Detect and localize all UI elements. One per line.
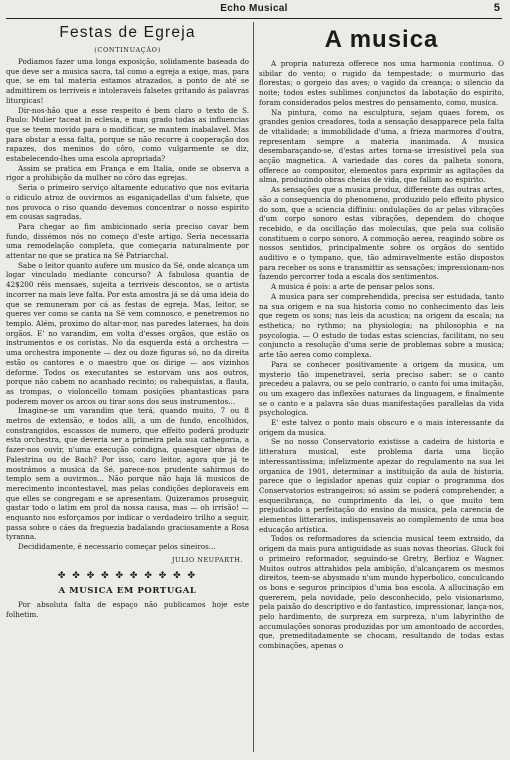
publication-title: Echo Musical — [220, 3, 288, 14]
article-title-festas: Festas de Egreja — [59, 24, 196, 41]
author-signature: JULIO NEUPARTH. — [171, 555, 243, 564]
paragraph: Todos os reformadores da sciencia musical teem extraido, da origem da mais pura antiguidade as suas novas theorias. Gluck foi o primeiro reformador, seguindo-se Gretry, Berlioz e Wagner. Muitos outros attrahidos pela ambição, d'alcançarem os mesmos direitos, teem-se abysmado n'um mundo hyperbolico, conculcando os bons e seguros principios d'uma boa escola. A allucinação em quererem, pela novidade, pelo desconhecido, pelo visionarismo, pela paixão do descriptivo e do fantastico, impressionar, lança-nos, pelo hardimento, de surpreza em surpreza, n'um labyrintho de accumulações sonoras produzidas por um amontoado de accordes, que, premeditadamente se chocam, resultando de todas estas combinações, apenas o — [259, 534, 504, 651]
paragraph: Assim se pratica em França e em Italia, onde se observa a rigor a prohibição da mulher no côro das egrejas. — [6, 163, 249, 183]
paragraph: A musica é pois: a arte de pensar pelos sons. — [271, 282, 435, 292]
paragraph: Podiamos fazer uma longa exposição, solidamente baseada do que deve ser a musica sacra, tal como a egreja a exige, mas, para que, se em tal materia estamos atrazados, a ponto de até se admittirem os terriveis e intoleraveis falsetes gritando ás palavras liturgicas! — [6, 57, 249, 105]
paragraph: Seria o primeiro serviço altamente educativo que nos evitaria o ridiculo atroz de ouvirmos as esganiçadellas d'um falsete, que nos provoca o riso quando devemos concentrar o nosso espirito em cousas sagradas. — [6, 183, 249, 222]
page-number: 5 — [493, 2, 500, 14]
article-title-musica-portugal: A MUSICA EM PORTUGAL — [58, 585, 197, 596]
column-divider — [253, 22, 254, 752]
paragraph: A musica para ser comprehendida, precisa ser estudada, tanto na sua origem e na sua historia como no conhecimento das leis que regem os sons; nas leis da acustica; na origem da escala; na esthetica; no rythmo; na physiologia; na philosophia e na psycologia. — O estudo de todas estas sciencias, facilitam, no seu conjuncto a resolução d'uma serie de problemas sobre a musica; arte tão aerea como complexa. — [259, 291, 504, 360]
paragraph: Imagine-se um varandim que terá, quando muito, 7 ou 8 metros de extensão, e todos alli, a um de fundo, encolhidos, constrangidos, escassos de numero, que effeito poderá produzir esta orchestra, que deveria ser a primeira pela sua cathegoria, a fazer-nos ouvir, n'uma execução condigna, quaesquer obras de Palestrina ou de Bach? Por isso, caro leitor, agora que já te mostrámos a musica da Sé, parece-nos prudente sahirmos do templo sem a ouvirmos... Não porque não haja lá musicos de merecimento incontestavel, mas pelas condições deploraveis em que elles se congregam e se apresentam. Quizeramos proseguir, gastar todo o latim em prol da nossa causa, mas — oh irrisão! — enquanto nos esforçamos por indicar o verdadeiro trilho a seguir, passa sobre o cáes da freguezia badalando graciosamente a Rosa tyranna. — [6, 406, 249, 542]
continuation-label: (CONTINUAÇÃO) — [94, 46, 161, 54]
paragraph: Sabe o leitor quanto aufere um musico da Sé, onde alcança um logar vinculado mediante concurso? A fabulosa quantia de 42$200 réis mensaes, sujeita a terriveis descontos, se o artista incorrer na mais leve falta. Por esta amostra já se dá uma ideia do que se remuneram por cá as festas de egreja. Mas, leitor, se queres ver como se canta na Sé vem comnosco, e penetremos no templo. Além, proximo do altar-mor, nas paredes lateraes, ha dois orgãos. E' no varandim, em volta d'esses orgãos, que estão os instrumentos e os coristas. No da esquerda está a orchestra — uma orchestra imponente — dez ou doze figuras só, no da direita estão os cantores e o maestro que os dirige — aos vizinhos deforme. Todos os executantes se estorvam uns aos outros, porque não cabem no acanhado recinto; os rabequistas, a flauta, as trompas, o violoncello tomam posições phantasticas para poderem mover os arcos ou tirar sons dos seus instrumentos... — [6, 260, 249, 406]
ornament-divider: ✤ ✤ ✤ ✤ ✤ ✤ ✤ ✤ ✤ ✤ — [57, 570, 198, 581]
paragraph: A propria natureza offerece nos uma harmonia continua. O sibilar do vento; o rugido da tempestade; o murmurio das florestas; o gorgeio das aves; o vagido da creança; o silencio da noite; todos estes sublimes conjunctos da labotação do espirito, foram considerados pelos mestres do pensamento, como, musica. — [259, 59, 504, 107]
paragraph: Decididamente, é necessario começar pelos sineiros... — [18, 542, 216, 552]
paragraph: E' este talvez o ponto mais obscuro e o mais interessante da origem da musica. — [259, 418, 504, 437]
right-column — [259, 22, 504, 752]
paragraph: Na pintura, como na esculptura, sejam quaes forem, os grandes genios creadores, toda a sensação desapparece pela falta de vitalidade; a immobilidade d'uma, a frieza marmorea d'outra, representam sempre a materia inanimada. A musica desembaraçando-se, d'estas artes torna-se irresistivel pela sua acção magnetica. A variedade das cores da palheta sonora, offerece ao compositor, elementos para exprimir as agitações da alma, produzindo obras cheias de vida, que fallam ao espirito. — [259, 107, 504, 185]
page-header — [6, 2, 502, 19]
paragraph: Para chegar ao fim ambicionado seria preciso cavar bem fundo, dissémos nós no começo d'este artigo. Seria necessaria uma remodelação completa, que começaria naturalmente por attentar no que se pratica na Sé Patriarchal. — [6, 221, 249, 261]
paragraph: Dir-nos-hão que a esse respeito é bem claro o texto de S. Paulo: Mulier taceat in eclesia, e mau grado todas as influencias que se teem movido para o modificar, se mantem inabalavel. Mas para obstar a essa falta, porque se não recorre á cooperação dos rapazes, dos meninos do côro, como vulgarmente se diz, estabelecendo-lhes uma escola apropriada? — [6, 105, 249, 164]
article-title-musica: A musica — [324, 26, 439, 53]
paragraph: As sensações que a musica produz, differente das outras artes, são a consequencia do phenomeno, produzido pelo effeito physico do som, que a sciencia diffiniu: ondulações do ar pelas vibrações d'um corpo sonoro estas vibrações, dependem do choque recebido, e da oscillação das moleculas, que pela sua colisão constituem o corpo sonoro. A commoção aerea, reagindo sobre os nossos sentidos, principalmente sobre os orgãos do sentido auditivo e o tympano, que, tão admiravelmente estão dispostos para receber os sons e transmittir as sensações; impressionam-nos fazendo percorrer toda a escala dos sentimentos. — [259, 185, 504, 282]
paragraph: Para se conhecer positivamente a origem da musica, um mysterio tão impenetravel, seria preciso saber: se o canto precedeu a palavra, ou se pelo contrario, o canto foi uma imitação, ou um exagero das inflexões naturaes da linguagem, e finalmente se o canto e a palavra são duas manifestações parallelas da vida psychologica. — [259, 359, 504, 418]
left-column — [6, 22, 249, 752]
paragraph: Por absoluta falta de espaço não publicamos hoje este folhetim. — [6, 599, 249, 619]
paragraph: Se no nosso Conservatorio existisse a cadeira de historia e litteratura musical, este problema daria uma licção interessantissima; infelizmente apezar do regulamento na sua lei organica de 1901, determinar a instituição da aula de historia, parece que o legislador apenas quiz copiar o programma dos Conservatorios estrangeiros; só assim se poderá comprehender, a esquecibrança, no cumprimento da lei, o que muito tem prejudicado a perfeitação do ensino da musica, pela carencia de elementos litterarios, indispensaveis ao complemento de uma boa educação artistica. — [259, 437, 504, 534]
